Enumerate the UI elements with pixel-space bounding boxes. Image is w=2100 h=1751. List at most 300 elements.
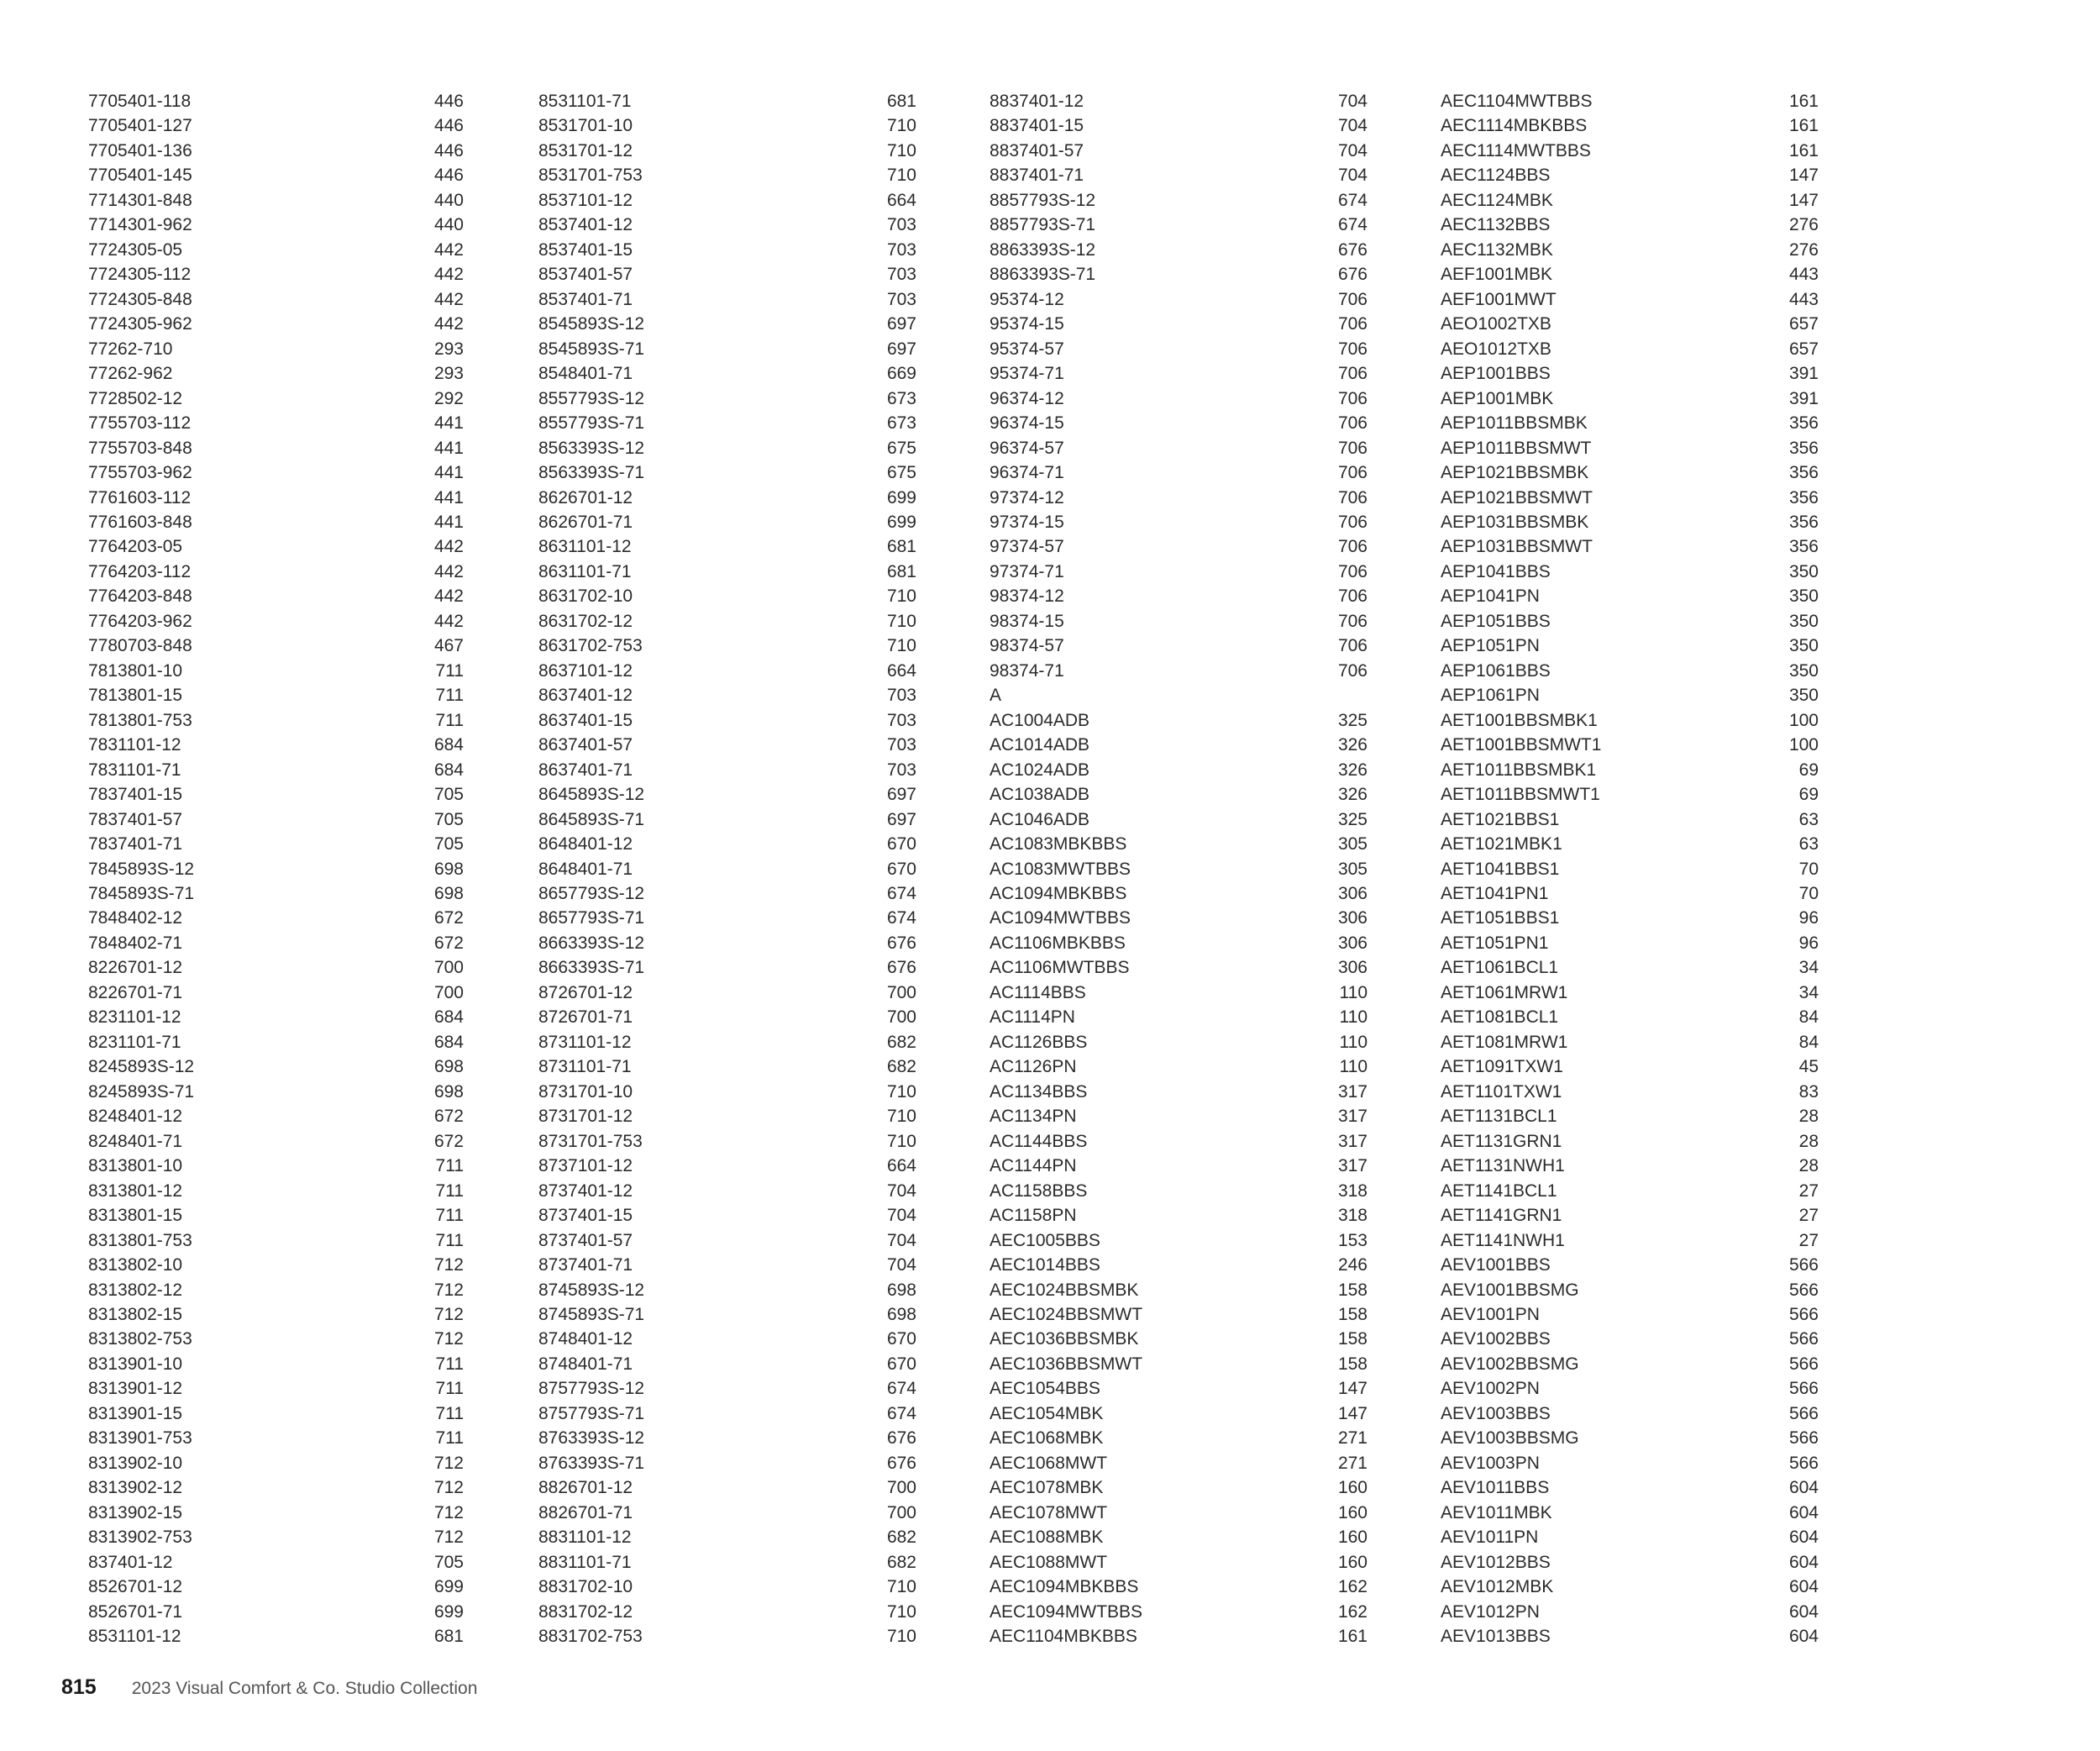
page-reference: 711 <box>435 1428 464 1449</box>
index-entry <box>990 1525 1368 1549</box>
page-reference: 306 <box>1337 933 1368 953</box>
page-reference: 711 <box>435 1379 464 1399</box>
item-number: 8657793S-71 <box>538 908 645 928</box>
index-entry <box>538 1352 916 1376</box>
index-entry <box>990 609 1368 634</box>
page-reference: 147 <box>1337 1403 1368 1423</box>
index-entry <box>88 560 464 584</box>
index-entry <box>538 609 916 634</box>
item-number: 8731701-753 <box>538 1131 643 1151</box>
page-reference: 681 <box>886 92 916 111</box>
item-number: AET1001BBSMBK1 <box>1441 710 1598 730</box>
page-reference: 676 <box>1337 239 1368 260</box>
page-reference: 684 <box>433 735 464 755</box>
page-reference: 699 <box>886 512 916 532</box>
page-reference: 698 <box>433 884 464 903</box>
page-reference: 161 <box>1337 1627 1368 1647</box>
page-reference: 325 <box>1337 710 1368 730</box>
page-reference: 710 <box>886 1577 916 1597</box>
item-number: 7837401-71 <box>88 834 183 854</box>
index-entry <box>88 782 464 807</box>
page-reference: 158 <box>1337 1329 1368 1349</box>
index-entry <box>990 1475 1368 1500</box>
item-number: 8631702-12 <box>538 611 633 631</box>
item-number: 8837401-57 <box>990 140 1084 160</box>
item-number: 8831702-12 <box>538 1601 633 1622</box>
item-number: 7724305-962 <box>88 314 192 334</box>
item-number: AC1024ADB <box>990 760 1090 780</box>
item-number: 8737401-12 <box>538 1180 633 1201</box>
page-reference: 442 <box>433 314 464 334</box>
index-entry <box>1441 1600 1819 1624</box>
index-entry <box>1441 486 1819 510</box>
index-entry <box>88 634 464 658</box>
item-number: 7705401-145 <box>88 166 192 186</box>
item-number: AET1101TXW1 <box>1441 1081 1562 1102</box>
item-number: AEC1014BBS <box>990 1255 1100 1275</box>
page-reference: 674 <box>1337 190 1368 210</box>
index-entry <box>538 1054 916 1079</box>
item-number: 8831702-10 <box>538 1577 633 1597</box>
item-number: 8245893S-12 <box>88 1057 195 1077</box>
index-entry <box>88 139 464 163</box>
item-number: 7764203-112 <box>88 561 192 581</box>
index-entry <box>88 708 464 733</box>
page-reference: 147 <box>1788 190 1819 210</box>
item-number: 8313802-10 <box>88 1255 183 1275</box>
index-entry <box>538 758 916 782</box>
page-reference: 706 <box>1337 487 1368 507</box>
index-entry <box>88 807 464 832</box>
index-entry <box>538 1501 916 1525</box>
page-reference: 441 <box>433 463 464 483</box>
page-reference: 676 <box>886 1453 916 1473</box>
page-number: 815 <box>61 1675 97 1699</box>
page-reference: 158 <box>1337 1354 1368 1374</box>
item-number: 8557793S-12 <box>538 388 645 408</box>
page-reference: 704 <box>1337 140 1368 160</box>
item-number: AEP1011BBSMWT <box>1441 438 1592 458</box>
index-entry <box>990 1426 1368 1450</box>
index-entry <box>1441 1278 1819 1302</box>
item-number: 7837401-57 <box>88 809 183 829</box>
page-reference: 28 <box>1798 1131 1819 1151</box>
page-reference: 672 <box>433 933 464 953</box>
page-reference: 160 <box>1337 1528 1368 1548</box>
index-entry <box>538 906 916 930</box>
item-number: 7764203-05 <box>88 537 183 557</box>
page-reference: 670 <box>886 1329 916 1349</box>
index-entry <box>1441 1401 1819 1426</box>
index-entry <box>990 486 1368 510</box>
item-number: 8748401-71 <box>538 1354 633 1374</box>
index-entry <box>88 758 464 782</box>
item-number: 7764203-962 <box>88 611 192 631</box>
item-number: 7848402-12 <box>88 908 183 928</box>
page-reference: 674 <box>886 908 916 928</box>
item-number: 8248401-71 <box>88 1131 183 1151</box>
page-reference: 710 <box>886 1627 916 1647</box>
item-number: AC1126BBS <box>990 1032 1088 1052</box>
item-number: AEO1002TXB <box>1441 314 1551 334</box>
index-entry <box>1441 906 1819 930</box>
page-reference: 446 <box>433 140 464 160</box>
item-number: 8548401-71 <box>538 364 633 384</box>
index-columns <box>0 89 2100 1652</box>
index-entry <box>538 386 916 411</box>
item-number: AEC1054MBK <box>990 1403 1104 1423</box>
page-reference: 698 <box>433 1057 464 1077</box>
item-number: 77262-962 <box>88 364 173 384</box>
page-reference: 391 <box>1788 364 1819 384</box>
item-number: AEP1051BBS <box>1441 611 1551 631</box>
page-reference: 27 <box>1798 1180 1819 1201</box>
page-reference: 681 <box>433 1627 464 1647</box>
index-entry <box>538 931 916 955</box>
item-number: 7831101-12 <box>88 735 181 755</box>
index-entry <box>88 1600 464 1624</box>
item-number: 7845893S-12 <box>88 859 195 879</box>
page-reference: 28 <box>1798 1156 1819 1176</box>
index-entry <box>538 1203 916 1228</box>
index-entry <box>1441 361 1819 386</box>
index-entry <box>1441 931 1819 955</box>
item-number: 8663393S-71 <box>538 958 645 978</box>
index-entry <box>88 386 464 411</box>
index-entry <box>1441 89 1819 113</box>
page-reference: 442 <box>433 537 464 557</box>
item-number: AEP1011BBSMBK <box>1441 413 1588 434</box>
item-number: 98374-71 <box>990 660 1064 681</box>
index-entry <box>88 906 464 930</box>
index-entry <box>538 139 916 163</box>
index-entry <box>1441 609 1819 634</box>
item-number: AEV1002BBSMG <box>1441 1354 1579 1374</box>
page-reference: 566 <box>1788 1379 1819 1399</box>
index-entry <box>538 486 916 510</box>
index-entry <box>538 238 916 262</box>
item-number: 96374-71 <box>990 463 1064 483</box>
page-reference: 710 <box>886 636 916 656</box>
index-entry <box>88 1030 464 1054</box>
item-number: AC1114PN <box>990 1007 1075 1028</box>
index-entry <box>538 733 916 757</box>
item-number: 8531701-10 <box>538 116 633 136</box>
item-number: AEV1003BBSMG <box>1441 1428 1579 1449</box>
page-reference: 710 <box>886 586 916 607</box>
page-reference: 566 <box>1788 1255 1819 1275</box>
page-reference: 276 <box>1788 239 1819 260</box>
page-reference: 670 <box>886 1354 916 1374</box>
item-number: AEV1001PN <box>1441 1304 1540 1324</box>
page-reference: 710 <box>886 1601 916 1622</box>
index-entry <box>88 584 464 608</box>
page-reference: 350 <box>1788 561 1819 581</box>
index-entry <box>88 1302 464 1327</box>
page-reference: 27 <box>1798 1230 1819 1250</box>
page-reference: 706 <box>1337 289 1368 309</box>
page-reference: 676 <box>886 958 916 978</box>
index-entry <box>88 1475 464 1500</box>
item-number: AC1134PN <box>990 1107 1077 1127</box>
item-number: 8731101-71 <box>538 1057 632 1077</box>
index-entry <box>1441 634 1819 658</box>
item-number: 97374-15 <box>990 512 1064 532</box>
item-number: AEV1012BBS <box>1441 1552 1551 1572</box>
page-reference: 684 <box>433 760 464 780</box>
item-number: 8831101-71 <box>538 1552 632 1572</box>
page-reference: 674 <box>886 884 916 903</box>
page-reference: 703 <box>886 686 916 706</box>
index-entry <box>1441 758 1819 782</box>
item-number: 8731101-12 <box>538 1032 632 1052</box>
index-entry <box>538 981 916 1005</box>
page-reference: 684 <box>433 1007 464 1028</box>
item-number: AET1091TXW1 <box>1441 1057 1563 1077</box>
item-number: 8737401-15 <box>538 1206 633 1226</box>
index-entry <box>990 1600 1368 1624</box>
item-number: 7755703-848 <box>88 438 192 458</box>
index-entry <box>1441 411 1819 435</box>
page-reference: 293 <box>433 364 464 384</box>
index-entry <box>1441 1525 1819 1549</box>
item-number: 8748401-12 <box>538 1329 633 1349</box>
item-number: AEC1036BBSMBK <box>990 1329 1139 1349</box>
index-entry <box>88 534 464 559</box>
index-entry <box>1441 708 1819 733</box>
index-entry <box>990 733 1368 757</box>
page-reference: 160 <box>1337 1478 1368 1498</box>
page-reference: 711 <box>435 686 464 706</box>
item-number: AC1144PN <box>990 1156 1077 1176</box>
item-number: 97374-12 <box>990 487 1064 507</box>
index-entry <box>1441 659 1819 683</box>
page-reference: 674 <box>1337 215 1368 235</box>
item-number: AEP1031BBSMBK <box>1441 512 1589 532</box>
index-entry <box>990 1451 1368 1475</box>
index-entry <box>990 386 1368 411</box>
page-reference: 710 <box>886 611 916 631</box>
item-number: 8313902-12 <box>88 1478 183 1498</box>
index-entry <box>1441 1005 1819 1029</box>
index-entry <box>538 1278 916 1302</box>
item-number: AC1144BBS <box>990 1131 1088 1151</box>
item-number: 8248401-12 <box>88 1107 183 1127</box>
index-column-2 <box>538 89 916 1649</box>
page-reference: 699 <box>886 487 916 507</box>
page-reference: 83 <box>1798 1081 1819 1102</box>
index-entry <box>88 1179 464 1203</box>
index-entry <box>538 1376 916 1401</box>
item-number: 7780703-848 <box>88 636 192 656</box>
page-reference: 711 <box>435 1206 464 1226</box>
item-number: AET1051BBS1 <box>1441 908 1560 928</box>
index-entry <box>88 411 464 435</box>
page-reference: 158 <box>1337 1280 1368 1300</box>
page-reference: 160 <box>1337 1502 1368 1522</box>
page-reference: 442 <box>433 239 464 260</box>
page-reference: 356 <box>1788 512 1819 532</box>
item-number: 8626701-71 <box>538 512 633 532</box>
index-entry <box>1441 1203 1819 1228</box>
index-entry <box>538 1525 916 1549</box>
index-entry <box>1441 1080 1819 1104</box>
page-reference: 705 <box>433 785 464 805</box>
page-reference: 704 <box>886 1230 916 1250</box>
item-number: 8631101-12 <box>538 537 632 557</box>
index-entry <box>538 857 916 881</box>
item-number: AET1041PN1 <box>1441 884 1549 903</box>
index-entry <box>1441 386 1819 411</box>
page-reference: 161 <box>1788 92 1819 111</box>
index-entry <box>990 1302 1368 1327</box>
index-entry <box>990 881 1368 906</box>
page-reference: 63 <box>1798 809 1819 829</box>
item-number: AEV1012MBK <box>1441 1577 1554 1597</box>
page-reference: 703 <box>886 289 916 309</box>
page-reference: 706 <box>1337 611 1368 631</box>
page-reference: 676 <box>1337 265 1368 285</box>
item-number: 8731701-10 <box>538 1081 633 1102</box>
index-entry <box>538 1401 916 1426</box>
page-reference: 441 <box>433 438 464 458</box>
page-reference: 84 <box>1798 1007 1819 1028</box>
page-reference: 69 <box>1798 785 1819 805</box>
page-reference: 706 <box>1337 364 1368 384</box>
page-reference <box>1317 683 1368 707</box>
index-entry <box>990 1376 1368 1401</box>
index-entry <box>538 659 916 683</box>
index-entry <box>1441 1253 1819 1277</box>
page-reference: 63 <box>1798 834 1819 854</box>
index-entry <box>990 708 1368 733</box>
index-entry <box>538 881 916 906</box>
index-entry <box>538 163 916 187</box>
page-reference: 700 <box>886 1007 916 1028</box>
page-reference: 698 <box>433 859 464 879</box>
item-number: 837401-12 <box>88 1552 173 1572</box>
index-entry <box>1441 188 1819 213</box>
page-reference: 604 <box>1788 1478 1819 1498</box>
item-number: 7813801-753 <box>88 710 192 730</box>
page-reference: 710 <box>886 116 916 136</box>
index-entry <box>1441 287 1819 312</box>
item-number: AET1061BCL1 <box>1441 958 1559 978</box>
page-reference: 700 <box>886 1478 916 1498</box>
item-number: 8663393S-12 <box>538 933 645 953</box>
index-entry <box>1441 1624 1819 1648</box>
page-reference: 110 <box>1339 1032 1368 1052</box>
index-entry <box>1441 1179 1819 1203</box>
page-reference: 318 <box>1337 1206 1368 1226</box>
index-entry <box>1441 955 1819 980</box>
index-entry <box>538 634 916 658</box>
index-entry <box>88 1376 464 1401</box>
item-number: 8313802-15 <box>88 1304 183 1324</box>
index-entry <box>990 361 1368 386</box>
index-entry <box>990 807 1368 832</box>
item-number: 8226701-71 <box>88 982 183 1002</box>
item-number: 8313802-753 <box>88 1329 192 1349</box>
item-number: 8726701-71 <box>538 1007 633 1028</box>
index-entry <box>1441 460 1819 485</box>
item-number: 8837401-15 <box>990 116 1084 136</box>
item-number: 8531101-12 <box>88 1627 181 1647</box>
item-number: 7705401-136 <box>88 140 192 160</box>
index-entry <box>1441 1501 1819 1525</box>
index-entry <box>88 1104 464 1128</box>
index-entry <box>990 411 1368 435</box>
page-reference: 664 <box>886 190 916 210</box>
page-reference: 306 <box>1337 958 1368 978</box>
item-number: AET1001BBSMWT1 <box>1441 735 1602 755</box>
item-number: 8545893S-71 <box>538 339 645 359</box>
page-reference: 712 <box>433 1453 464 1473</box>
page-reference: 657 <box>1788 314 1819 334</box>
index-entry <box>1441 113 1819 138</box>
item-number: 8231101-12 <box>88 1007 181 1028</box>
index-entry <box>990 1624 1368 1648</box>
index-entry <box>990 287 1368 312</box>
index-entry <box>990 436 1368 460</box>
page-reference: 703 <box>886 239 916 260</box>
item-number: AEV1011PN <box>1441 1528 1539 1548</box>
page-reference: 162 <box>1337 1577 1368 1597</box>
page-reference: 443 <box>1788 265 1819 285</box>
index-entry <box>990 1203 1368 1228</box>
item-number: AET1011BBSMBK1 <box>1441 760 1597 780</box>
index-entry <box>538 1179 916 1203</box>
page-reference: 604 <box>1788 1552 1819 1572</box>
index-entry <box>990 262 1368 287</box>
index-entry <box>1441 1228 1819 1253</box>
index-entry <box>990 1401 1368 1426</box>
page-reference: 664 <box>886 1156 916 1176</box>
item-number: 8857793S-12 <box>990 190 1096 210</box>
page-reference: 674 <box>886 1403 916 1423</box>
item-number: 8313901-12 <box>88 1379 183 1399</box>
index-entry <box>538 1030 916 1054</box>
item-number: 8631702-10 <box>538 586 633 607</box>
page-reference: 34 <box>1798 982 1819 1002</box>
item-number: AEP1021BBSMWT <box>1441 487 1593 507</box>
index-entry <box>1441 1302 1819 1327</box>
page-reference: 705 <box>433 809 464 829</box>
item-number: 8313801-753 <box>88 1230 192 1250</box>
index-entry <box>1441 733 1819 757</box>
item-number: 8231101-71 <box>88 1032 181 1052</box>
page-reference: 442 <box>433 265 464 285</box>
index-entry <box>88 609 464 634</box>
index-entry <box>538 1253 916 1277</box>
index-entry <box>1441 1376 1819 1401</box>
item-number: 7728502-12 <box>88 388 183 408</box>
catalog-title: 2023 Visual Comfort & Co. Studio Collection <box>131 1679 478 1698</box>
page-reference: 698 <box>433 1081 464 1102</box>
page-reference: 706 <box>1337 314 1368 334</box>
item-number: AEP1051PN <box>1441 636 1540 656</box>
index-entry <box>538 1426 916 1450</box>
item-number: AEC1078MWT <box>990 1502 1108 1522</box>
index-entry <box>1441 510 1819 534</box>
index-entry <box>538 683 916 707</box>
page-reference: 711 <box>435 1156 464 1176</box>
index-entry <box>538 1327 916 1351</box>
page-reference: 706 <box>1337 438 1368 458</box>
index-entry <box>1441 807 1819 832</box>
item-number: AET1041BBS1 <box>1441 859 1560 879</box>
page-reference: 70 <box>1798 884 1819 903</box>
